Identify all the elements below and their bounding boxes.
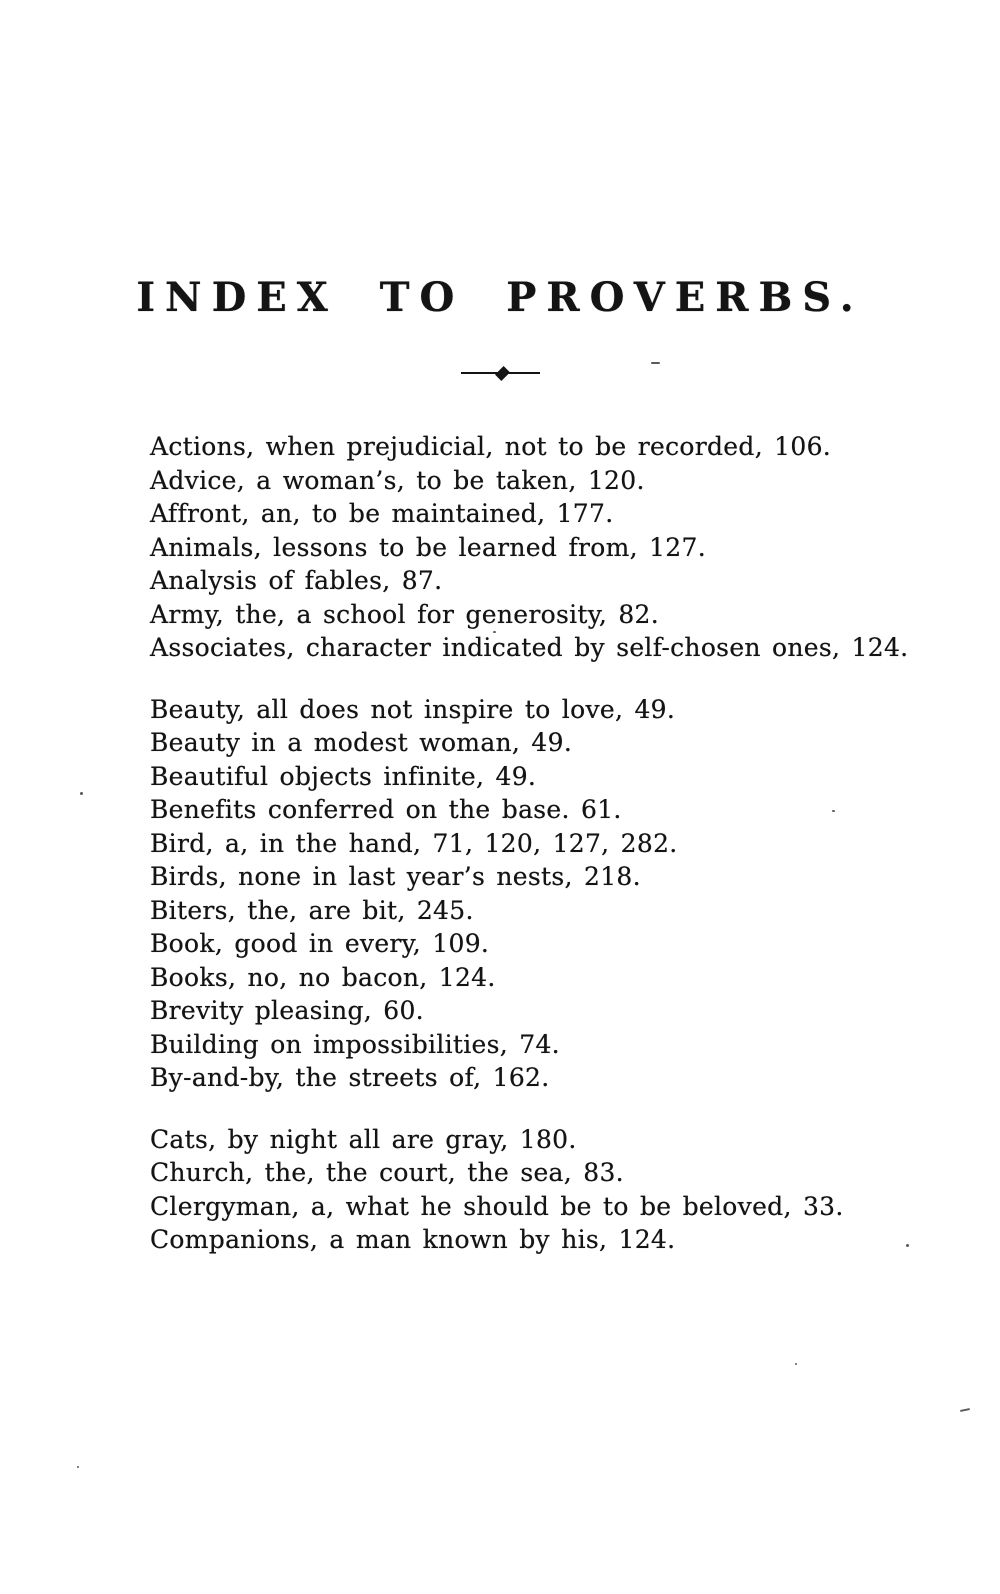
index-entry: Affront, an, to be maintained, 177. xyxy=(150,499,614,528)
index-group-b xyxy=(150,693,890,1095)
index-entry: Animals, lessons to be learned from, 127. xyxy=(150,532,706,562)
scan-speck xyxy=(651,362,660,364)
scan-speck xyxy=(795,1363,797,1365)
divider-dash-left xyxy=(461,372,499,375)
index-entry: Book, good in every, 109. xyxy=(150,929,490,958)
index-entry: By-and-by, the streets of, 162. xyxy=(150,1063,550,1092)
index-entry: Biters, the, are bit, 245. xyxy=(150,895,474,925)
index-entry: Church, the, the court, the sea, 83. xyxy=(150,1158,624,1187)
index-entry: Advice, a woman’s, to be taken, 120. xyxy=(150,465,645,495)
index-entry: Actions, when prejudicial, not to be recorded, 106. xyxy=(150,432,832,461)
index-entry: Building on impossibilities, 74. xyxy=(150,1029,560,1059)
scan-speck xyxy=(77,1466,79,1468)
index-entry: Birds, none in last year’s nests, 218. xyxy=(150,862,641,891)
index-entry: Benefits conferred on the base. 61. xyxy=(150,795,622,824)
index-entry: Clergyman, a, what he should be to be beloved, 33. xyxy=(150,1191,844,1221)
scan-speck xyxy=(80,792,83,795)
index-group-c xyxy=(150,1123,890,1257)
index-entry: Bird, a, in the hand, 71, 120, 127, 282. xyxy=(150,828,678,858)
index-entry: Books, no, no bacon, 124. xyxy=(150,962,496,992)
index-entry: Beauty, all does not inspire to love, 49. xyxy=(150,694,676,724)
diamond-icon xyxy=(495,366,510,381)
index-entry: Army, the, a school for generosity, 82. xyxy=(150,599,659,629)
index-entry: Analysis of fables, 87. xyxy=(150,566,443,595)
scan-speck xyxy=(493,631,496,633)
scan-speck xyxy=(960,1408,970,1412)
index-entry: Beauty in a modest woman, 49. xyxy=(150,728,573,757)
scan-speck xyxy=(832,810,835,812)
index-entry: Beautiful objects infinite, 49. xyxy=(150,761,537,791)
scan-speck xyxy=(906,1244,909,1247)
divider-ornament xyxy=(0,366,1000,380)
scanned-book-page xyxy=(0,276,1000,1594)
index-entry: Companions, a man known by his, 124. xyxy=(150,1225,676,1254)
index-entry: Associates, character indicated by self-chosen ones, 124. xyxy=(150,633,909,662)
divider-dash-right xyxy=(506,372,540,375)
index-group-a xyxy=(150,430,909,665)
page-title: INDEX TO PROVERBS. xyxy=(136,274,864,321)
index-entry: Cats, by night all are gray, 180. xyxy=(150,1124,577,1154)
index-list xyxy=(0,430,1000,1257)
index-entry: Brevity pleasing, 60. xyxy=(150,996,424,1025)
